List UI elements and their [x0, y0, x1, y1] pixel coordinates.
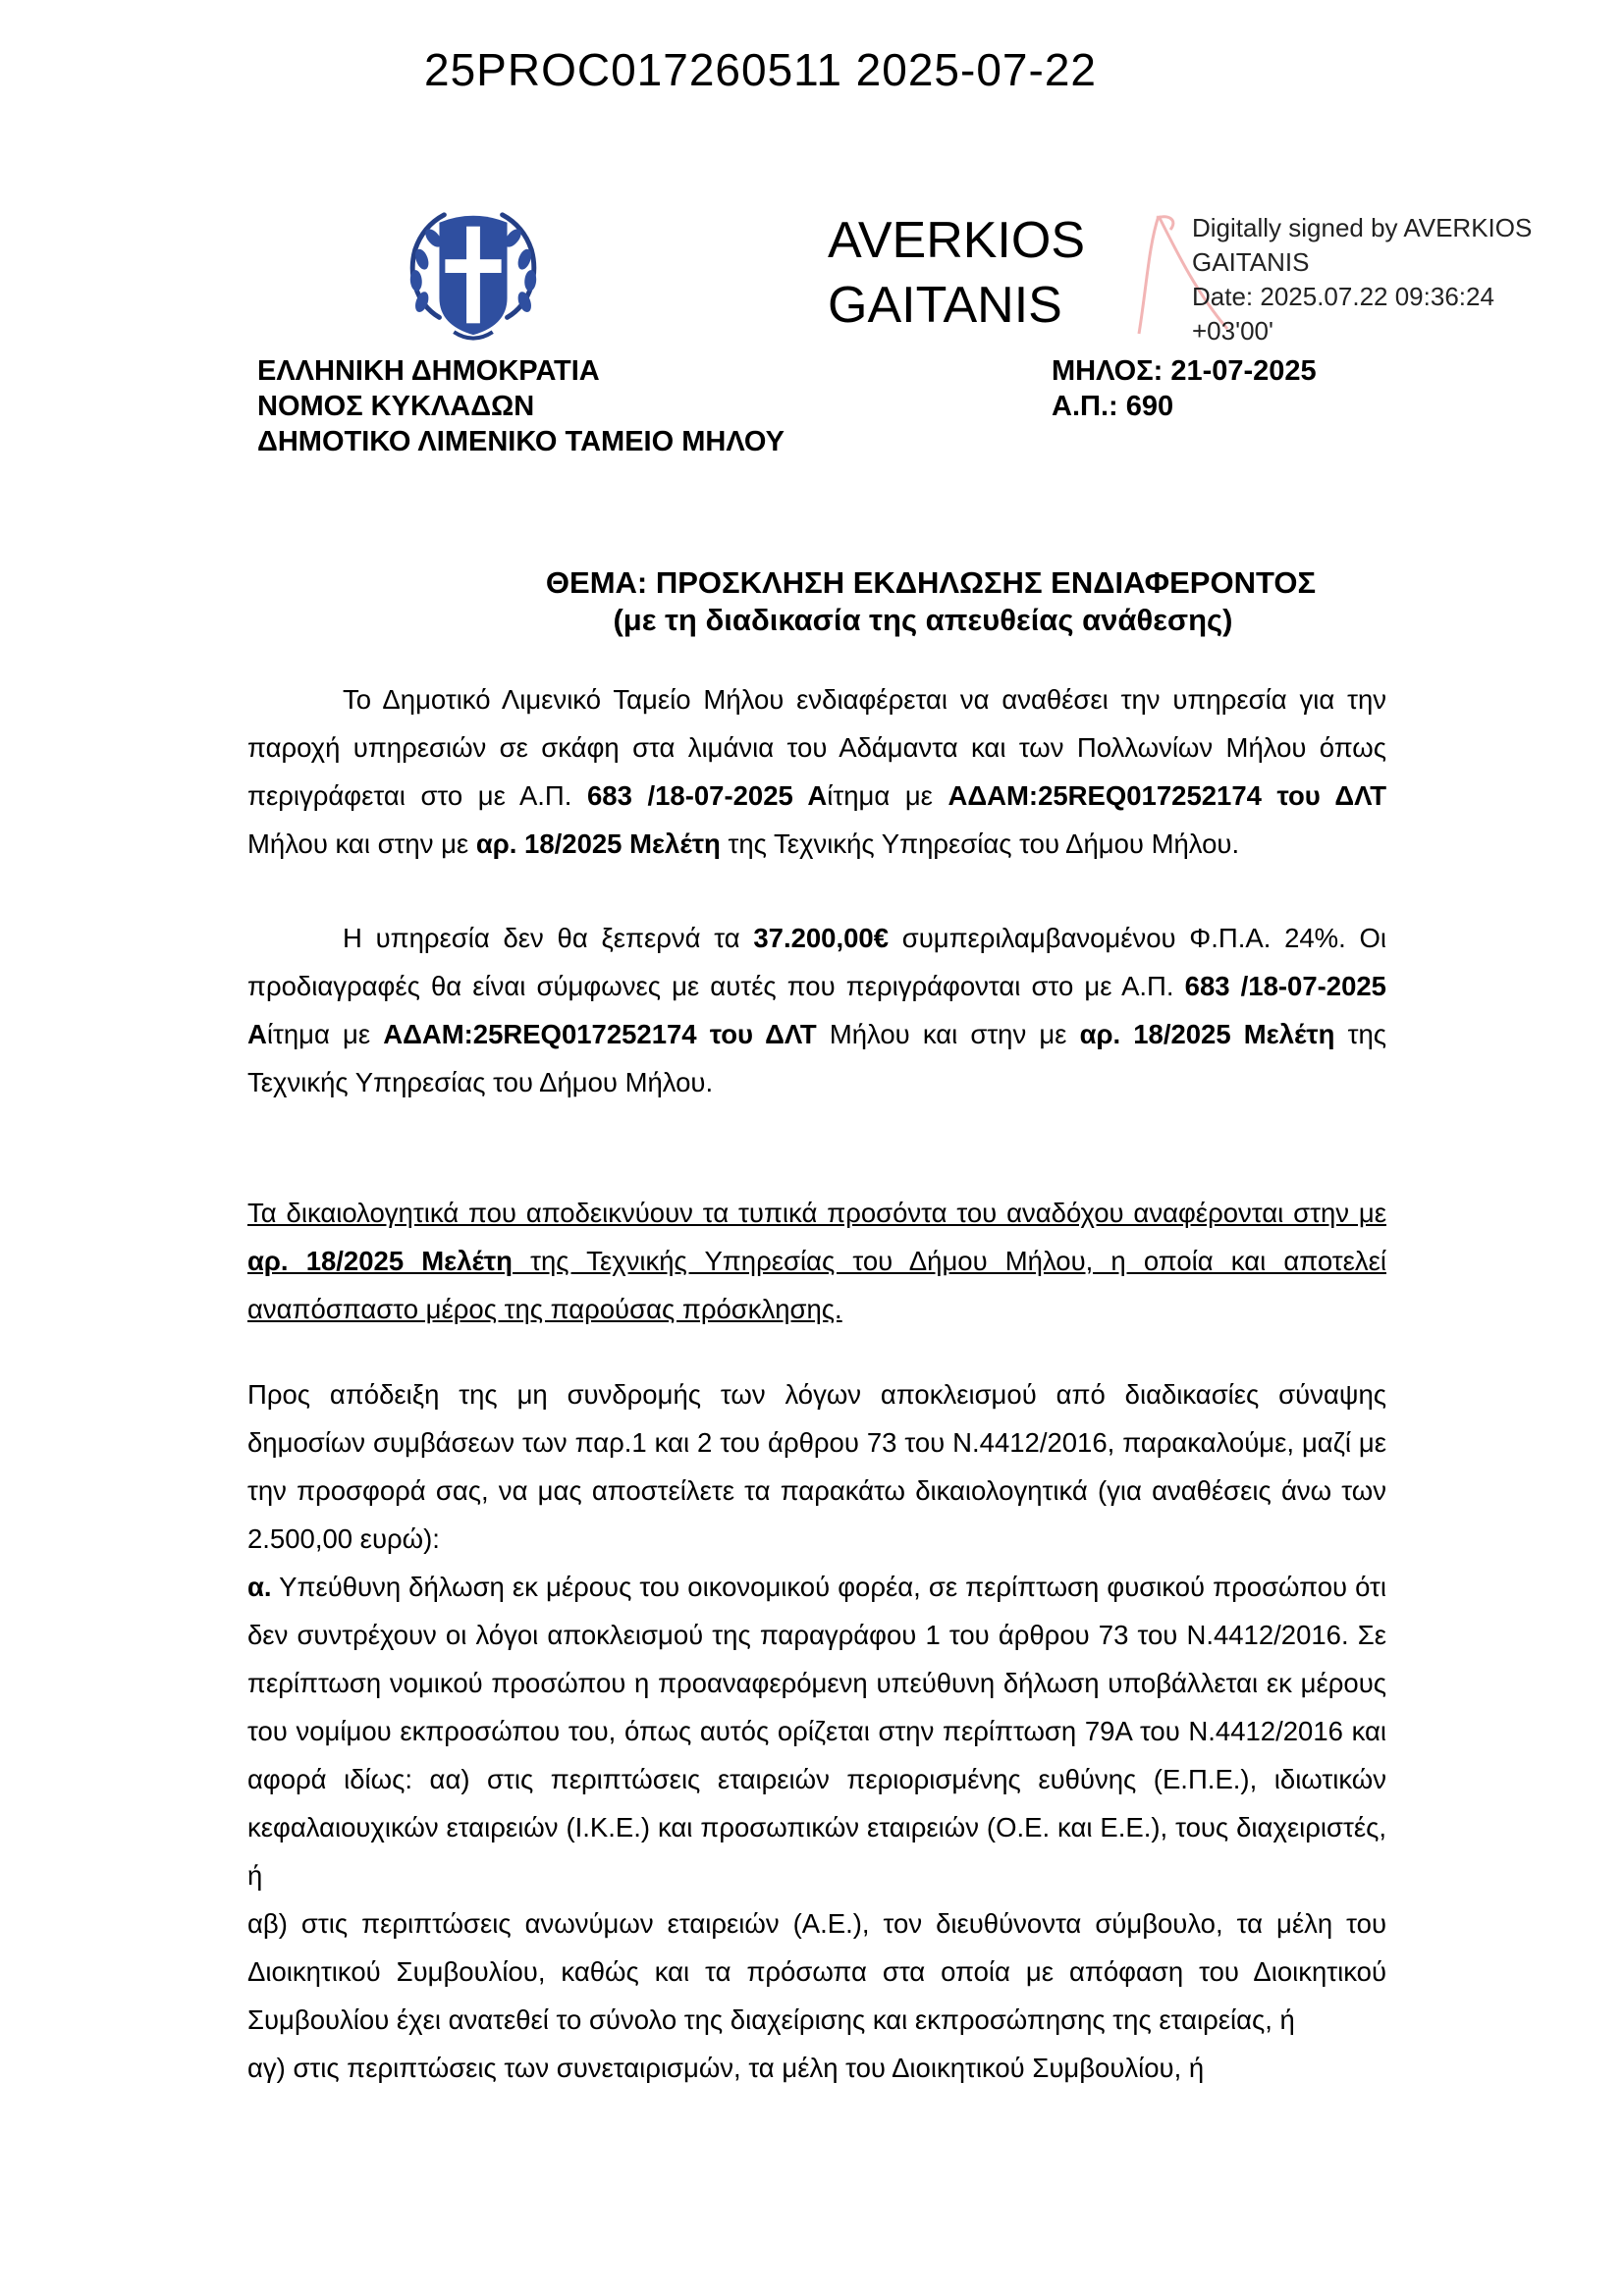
signature-detail-line: Digitally signed by AVERKIOS	[1192, 213, 1533, 242]
exclusion-item-ab: αβ) στις περιπτώσεις ανωνύμων εταιρειών (Α.Ε.), τον διευθύνοντα σύμβουλο, τα μέλη του Διοικητικού Συμβουλίου, καθώς και τα πρόσωπα στα οποία με απόφαση του Διοικητικού Συμβουλίου έχει ανατεθεί το σύνολο της διαχείρισης και εκπροσώπησης της εταιρείας, ή	[247, 1908, 1386, 2035]
paragraph-request: Το Δημοτικό Λιμενικό Ταμείο Μήλου ενδιαφέρεται να αναθέσει την υπηρεσία για την παροχή υπηρεσιών σε σκάφη στα λιμάνια του Αδάμαντα και των Πολλωνίων Μήλου όπως περιγράφεται στο με Α.Π. 683 /18-07-2025 Αίτημα με ΑΔΑΜ:25REQ017252174 του ΔΛΤ Μήλου και στην με αρ. 18/2025 Μελέτη της Τεχνικής Υπηρεσίας του Δήμου Μήλου.	[247, 684, 1386, 859]
subject-line-1: ΘΕΜΑ: ΠΡΟΣΚΛΗΣΗ ΕΚΔΗΛΩΣΗΣ ΕΝΔΙΑΦΕΡΟΝΤΟΣ	[545, 565, 1317, 600]
signer-name	[828, 208, 1085, 338]
paragraph-budget: Η υπηρεσία δεν θα ξεπερνά τα 37.200,00€ συμπεριλαμβανομένου Φ.Π.Α. 24%. Οι προδιαγραφές θα είναι σύμφωνες με αυτές που περιγράφονται στο με Α.Π. 683 /18-07-2025 Αίτημα με ΑΔΑΜ:25REQ017252174 του ΔΛΤ Μήλου και στην με αρ. 18/2025 Μελέτη της Τεχνικής Υπηρεσίας του Δήμου Μήλου.	[247, 923, 1387, 1097]
signature-detail-line: Date: 2025.07.22 09:36:24	[1192, 282, 1494, 311]
protocol-number: Α.Π.: 690	[1052, 391, 1174, 422]
exclusion-item-ag: αγ) στις περιπτώσεις των συνεταιρισμών, τα μέλη του Διοικητικού Συμβουλίου, ή	[247, 2053, 1205, 2083]
digital-signature-details	[1192, 211, 1532, 348]
signer-name-line2: GAITANIS	[828, 277, 1062, 334]
exclusion-item-a: α. Υπεύθυνη δήλωση εκ μέρους του οικονομικού φορέα, σε περίπτωση φυσικού προσώπου ότι δεν συντρέχουν οι λόγοι αποκλεισμού της παραγράφου 1 του άρθρου 73 του Ν.4412/2016. Σε περίπτωση νομικού προσώπου η προαναφερόμενη υπεύθυνη δήλωση υποβάλλεται εκ μέρους του νομίμου εκπροσώπου του, όπως αυτός ορίζεται στην περίπτωση 79Α του Ν.4412/2016 και αφορά ιδίως: αα) στις περιπτώσεις εταιρειών περιορισμένης ευθύνης (Ε.Π.Ε.), ιδιωτικών κεφαλαιουχικών εταιρειών (Ι.Κ.Ε.) και προσωπικών εταιρειών (Ο.Ε. και Ε.Ε.), τους διαχειριστές, ή	[247, 1572, 1386, 1891]
signature-detail-line: +03'00'	[1192, 316, 1273, 346]
paragraph-exclusion-grounds	[247, 1370, 1386, 2092]
signer-name-line1: AVERKIOS	[828, 212, 1086, 269]
issuer-block	[257, 353, 785, 459]
place-date: ΜΗΛΟΣ: 21-07-2025	[1052, 355, 1317, 387]
issuer-line-republic: ΕΛΛΗΝΙΚΗ ΔΗΜΟΚΡΑΤΙΑ	[257, 355, 600, 387]
reference-block	[1052, 353, 1317, 424]
paragraph-qualifications: Τα δικαιολογητικά που αποδεικνύουν τα τυπικά προσόντα του αναδόχου αναφέρονται στην με αρ. 18/2025 Μελέτη της Τεχνικής Υπηρεσίας του Δήμου Μήλου, η οποία και αποτελεί αναπόσπαστο μέρος της παρούσας πρόσκλησης.	[247, 1198, 1386, 1324]
issuer-line-authority: ΔΗΜΟΤΙΚΟ ΛΙΜΕΝΙΚΟ ΤΑΜΕΙΟ ΜΗΛΟΥ	[257, 426, 785, 457]
subject-heading	[0, 564, 1624, 639]
exclusion-intro: Προς απόδειξη της μη συνδρομής των λόγων αποκλεισμού από διαδικασίες σύναψης δημοσίων συμβάσεων των παρ.1 και 2 του άρθρου 73 του Ν.4412/2016, παρακαλούμε, μαζί με την προσφορά σας, να μας αποστείλετε τα παρακάτω δικαιολογητικά (για αναθέσεις άνω των 2.500,00 ευρώ):	[247, 1379, 1386, 1554]
signature-detail-line: GAITANIS	[1192, 247, 1310, 277]
document-code: 25PROC017260511 2025-07-22	[424, 44, 1097, 95]
issuer-line-prefecture: ΝΟΜΟΣ ΚΥΚΛΑΔΩΝ	[257, 391, 535, 422]
greek-coat-of-arms-emblem	[401, 201, 546, 347]
subject-line-2: (με τη διαδικασία της απευθείας ανάθεσης)	[613, 603, 1233, 637]
